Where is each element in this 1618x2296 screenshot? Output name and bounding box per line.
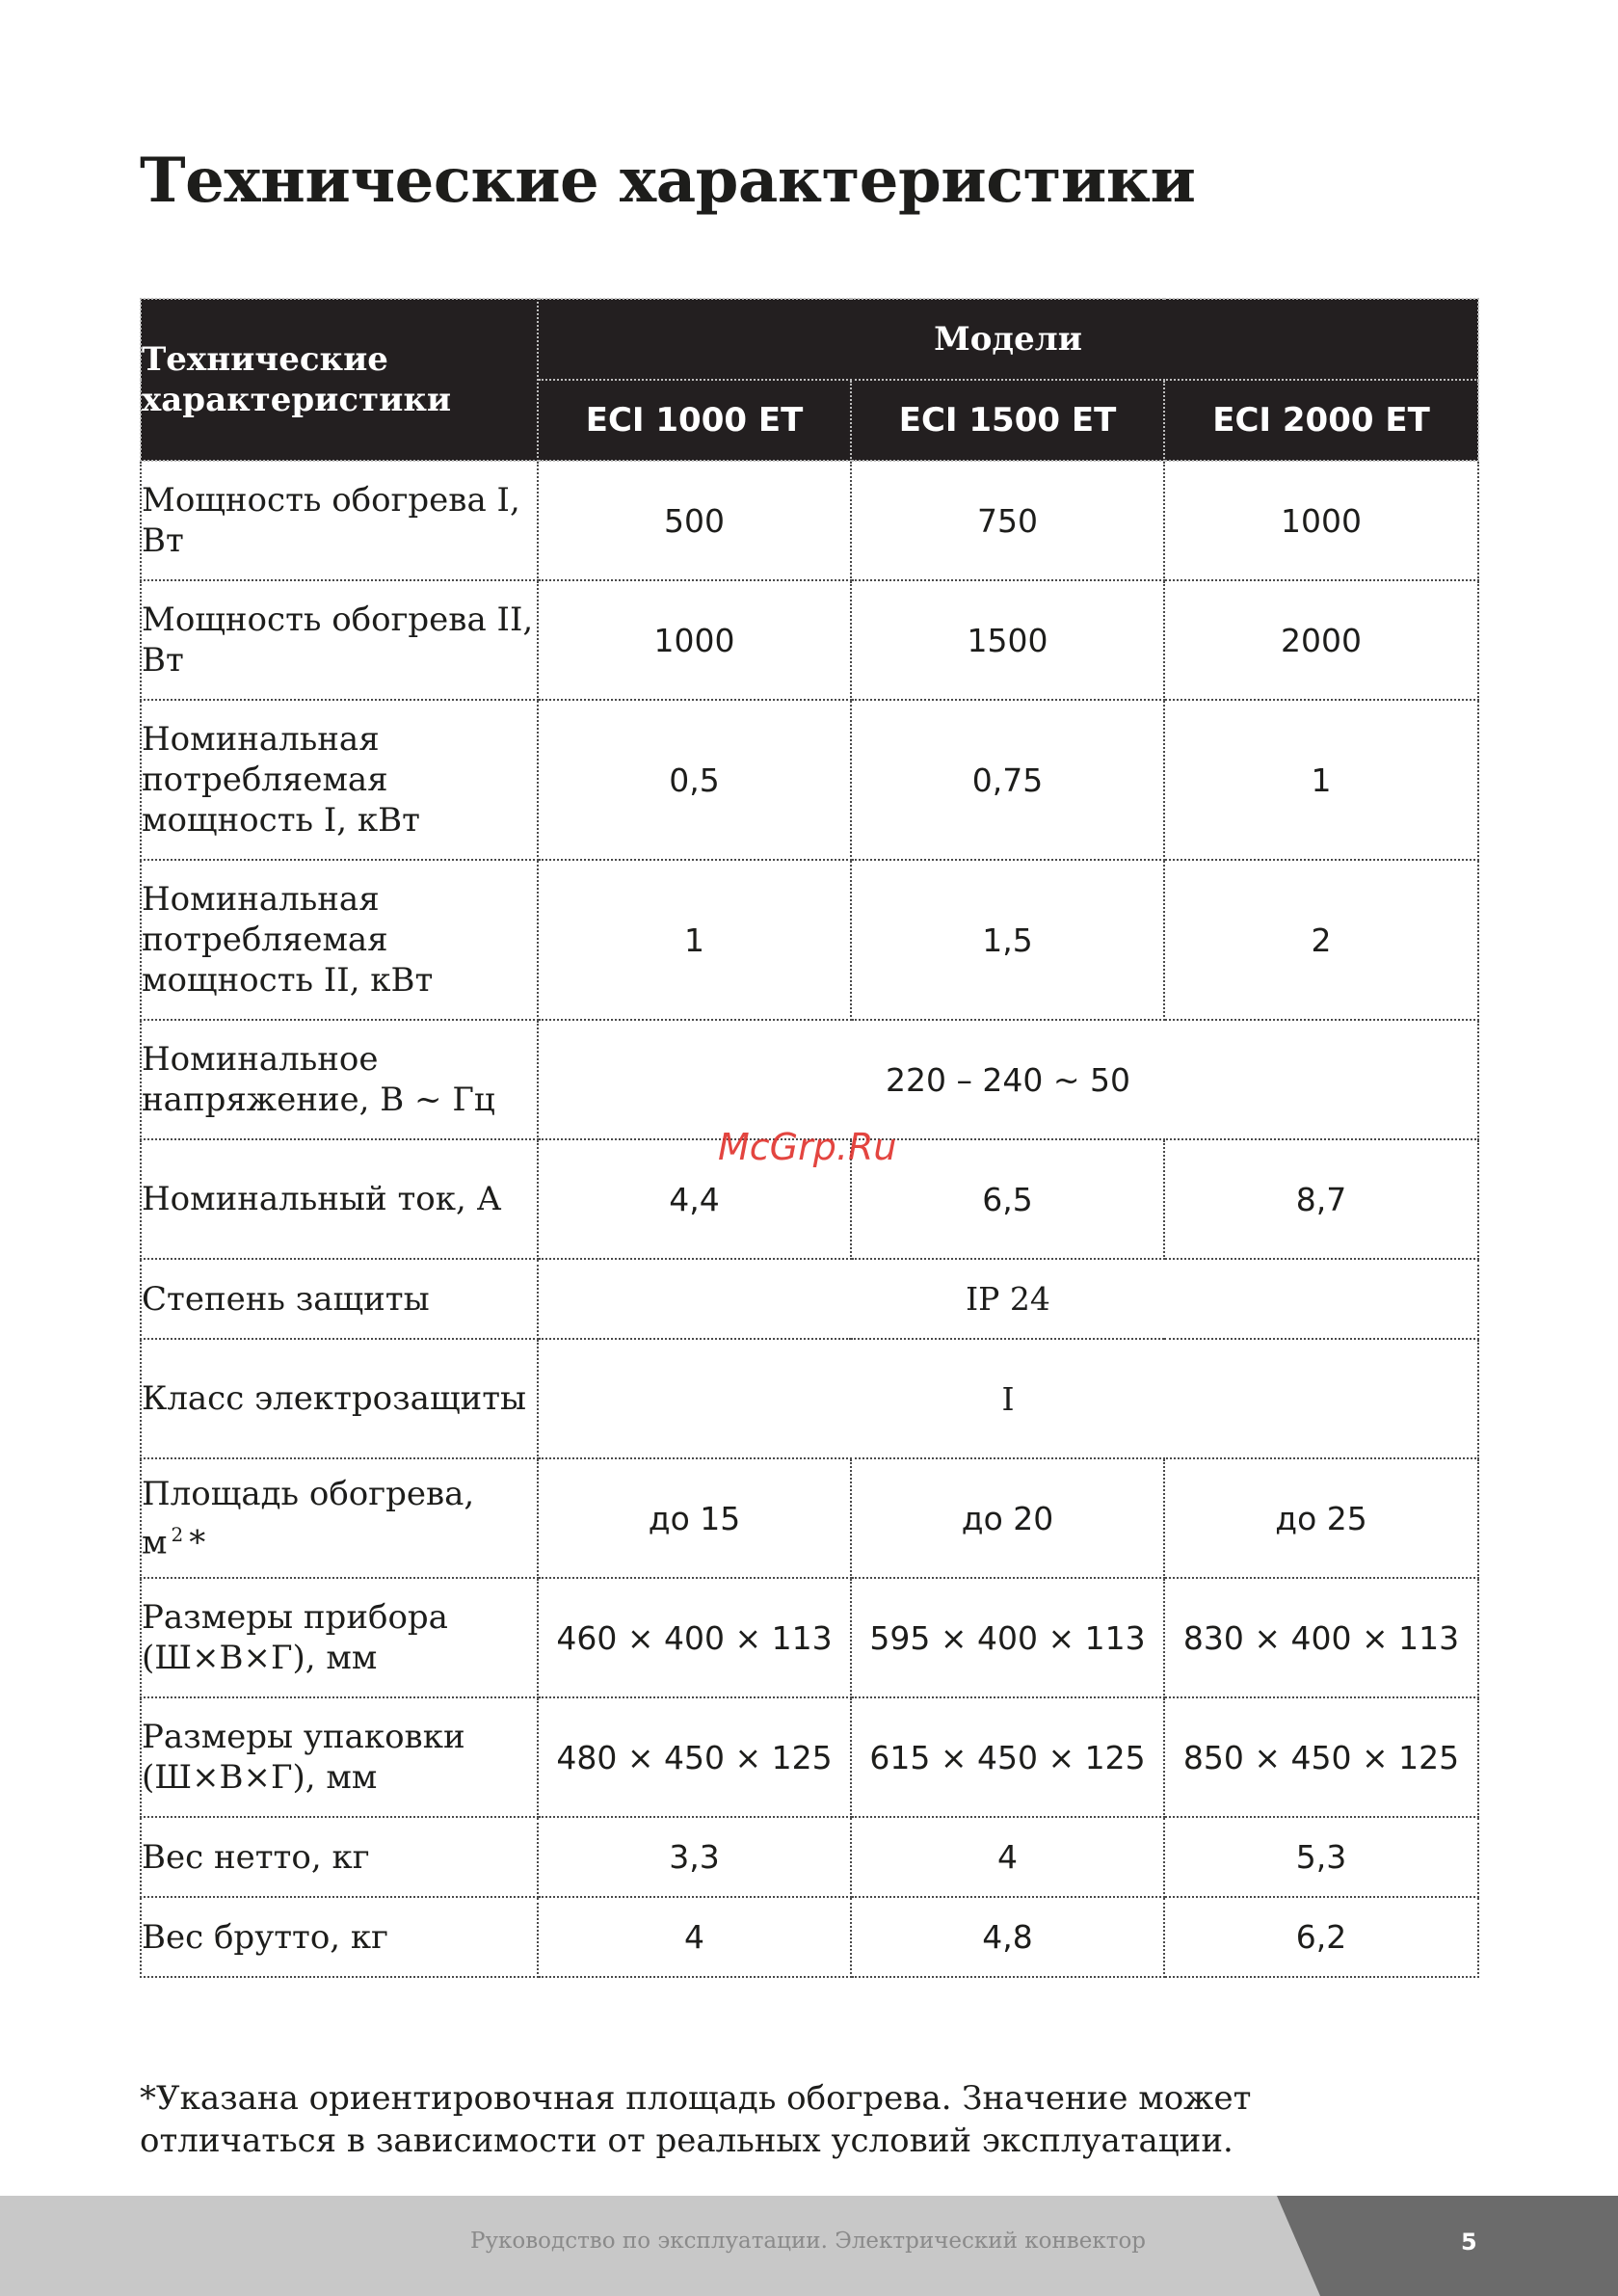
cell-value: 1000 <box>1164 461 1478 580</box>
cell-value: 4,8 <box>851 1897 1164 1977</box>
cell-value: до 20 <box>851 1458 1164 1578</box>
row-label: Вес брутто, кг <box>141 1897 538 1977</box>
cell-value: до 15 <box>538 1458 851 1578</box>
page-title: Технические характеристики <box>140 145 1196 217</box>
cell-value: 6,5 <box>851 1139 1164 1259</box>
cell-value: 2 <box>1164 860 1478 1020</box>
table-row <box>141 1697 1478 1817</box>
cell-value: 8,7 <box>1164 1139 1478 1259</box>
cell-value: до 25 <box>1164 1458 1478 1578</box>
table-row <box>141 1259 1478 1339</box>
footnote-marker: * <box>189 1523 206 1562</box>
cell-value: 1 <box>538 860 851 1020</box>
row-label: Размеры упаковки (Ш×В×Г), мм <box>141 1697 538 1817</box>
footnote: *Указана ориентировочная площадь обогрева. Значение может отличаться в зависимости от реальных условий эксплуатации. <box>140 2079 1252 2160</box>
model-header: ECI 2000 ET <box>1164 380 1478 461</box>
table-row <box>141 1897 1478 1977</box>
row-label <box>141 1458 538 1578</box>
superscript: 2 <box>171 1522 184 1546</box>
cell-value: 4 <box>851 1817 1164 1897</box>
page-number: 5 <box>1461 2229 1477 2256</box>
cell-value: 1000 <box>538 580 851 700</box>
cell-value: 2000 <box>1164 580 1478 700</box>
cell-value: 4,4 <box>538 1139 851 1259</box>
row-label: Размеры прибора (Ш×В×Г), мм <box>141 1578 538 1697</box>
table-row <box>141 700 1478 860</box>
row-label: Мощность обогрева I, Вт <box>141 461 538 580</box>
merged-value: IP 24 <box>538 1259 1478 1339</box>
table-row <box>141 1020 1478 1139</box>
table-row <box>141 580 1478 700</box>
row-label: Номинальная потребляемая мощность II, кВт <box>141 860 538 1020</box>
footer-page-tab <box>1277 2196 1618 2296</box>
cell-value: 1500 <box>851 580 1164 700</box>
cell-value: 0,75 <box>851 700 1164 860</box>
row-label: Номинальная потребляемая мощность I, кВт <box>141 700 538 860</box>
footer-text: Руководство по эксплуатации. Электрический конвектор <box>470 2229 1147 2254</box>
cell-value: 500 <box>538 461 851 580</box>
cell-value: 460 × 400 × 113 <box>538 1578 851 1697</box>
row-label: Номинальный ток, А <box>141 1139 538 1259</box>
watermark: McGrp.Ru <box>718 1126 897 1168</box>
cell-value: 4 <box>538 1897 851 1977</box>
model-header: ECI 1000 ET <box>538 380 851 461</box>
row-label: Вес нетто, кг <box>141 1817 538 1897</box>
model-header: ECI 1500 ET <box>851 380 1164 461</box>
cell-value: 615 × 450 × 125 <box>851 1697 1164 1817</box>
row-label: Мощность обогрева II, Вт <box>141 580 538 700</box>
cell-value: 0,5 <box>538 700 851 860</box>
cell-value: 480 × 450 × 125 <box>538 1697 851 1817</box>
row-label: Класс электрозащиты <box>141 1339 538 1458</box>
table-row <box>141 461 1478 580</box>
cell-value: 1,5 <box>851 860 1164 1020</box>
table-row <box>141 1817 1478 1897</box>
header-label: Технические характеристики <box>141 299 538 461</box>
cell-value: 830 × 400 × 113 <box>1164 1578 1478 1697</box>
row-label: Номинальное напряжение, В ~ Гц <box>141 1020 538 1139</box>
cell-value: 3,3 <box>538 1817 851 1897</box>
header-models: Модели <box>538 299 1478 380</box>
row-label-text: Площадь обогрева, м <box>142 1474 475 1562</box>
table-row <box>141 1458 1478 1578</box>
cell-value: 6,2 <box>1164 1897 1478 1977</box>
merged-value: I <box>538 1339 1478 1458</box>
table-row <box>141 860 1478 1020</box>
cell-value: 5,3 <box>1164 1817 1478 1897</box>
merged-value: 220 – 240 ~ 50 <box>538 1020 1478 1139</box>
cell-value: 850 × 450 × 125 <box>1164 1697 1478 1817</box>
cell-value: 595 × 400 × 113 <box>851 1578 1164 1697</box>
table-row <box>141 1339 1478 1458</box>
cell-value: 750 <box>851 461 1164 580</box>
row-label: Степень защиты <box>141 1259 538 1339</box>
cell-value: 1 <box>1164 700 1478 860</box>
table-row <box>141 1578 1478 1697</box>
